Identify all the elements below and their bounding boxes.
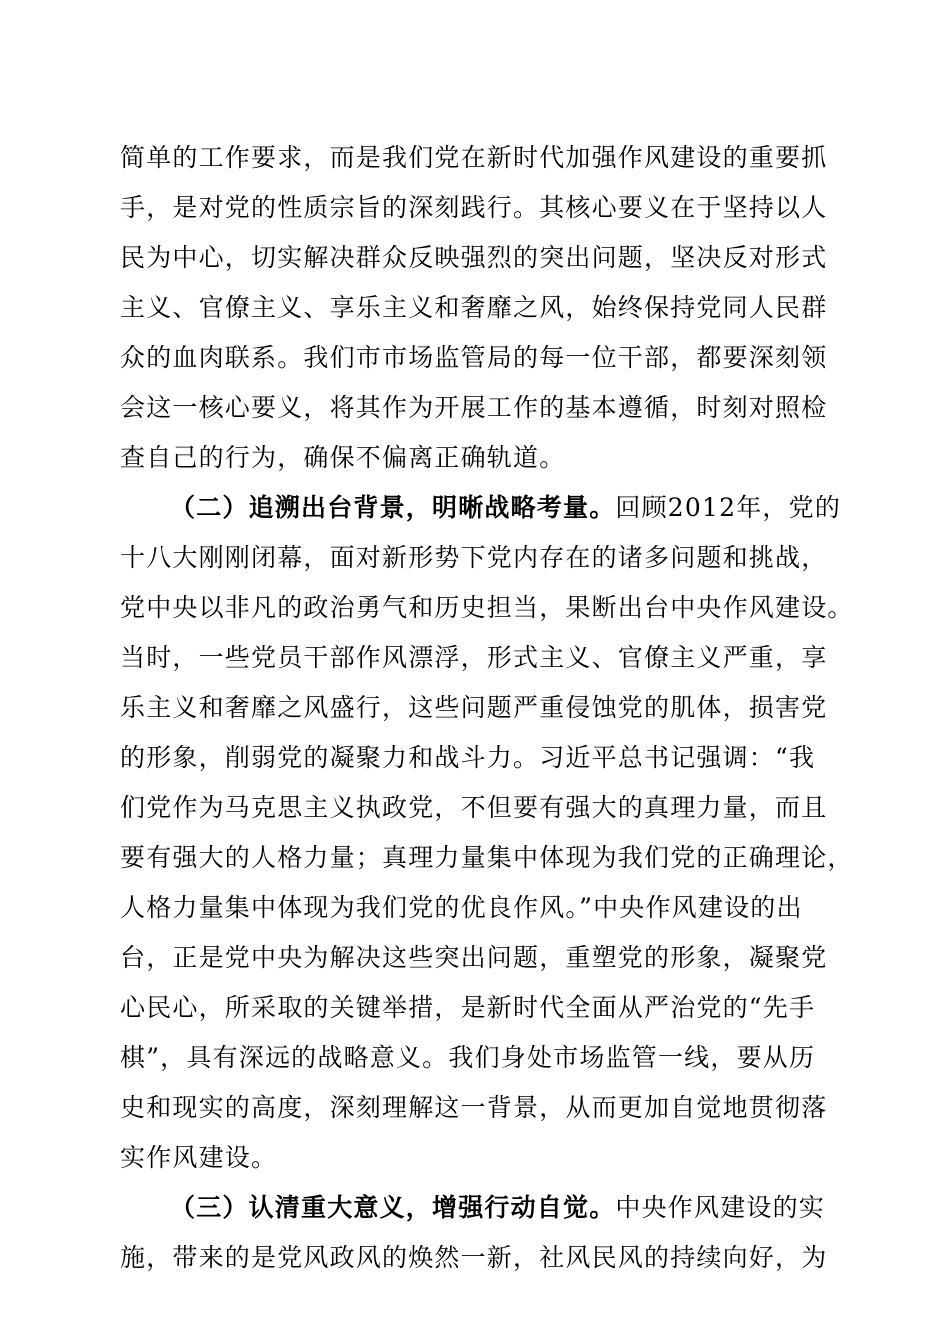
paragraph-first-line [170, 1188, 840, 1228]
text-line: 众的血肉联系。我们市市场监管局的每一位干部，都要深刻领 [120, 343, 828, 372]
text-line: 乐主义和奢靡之风盛行，这些问题严重侵蚀党的肌体，损害党 [120, 693, 828, 722]
text-line: 要有强大的人格力量；真理力量集中体现为我们党的正确理论， [120, 843, 854, 872]
text-line: 史和现实的高度，深刻理解这一背景，从而更加自觉地贯彻落 [120, 1093, 828, 1122]
text-run: 回顾2012年，党的 [615, 493, 842, 522]
text-line: 台，正是党中央为解决这些突出问题，重塑党的形象，凝聚党 [120, 943, 828, 972]
text-line: 简单的工作要求，而是我们党在新时代加强作风建设的重要抓 [120, 143, 828, 172]
text-line: 人格力量集中体现为我们党的优良作风。”中央作风建设的出 [120, 893, 803, 922]
text-line: 当时，一些党员干部作风漂浮，形式主义、官僚主义严重，享 [120, 643, 828, 672]
text-line: 施，带来的是党风政风的焕然一新，社风民风的持续向好，为 [120, 1243, 828, 1272]
text-line: 棋”，具有深远的战略意义。我们身处市场监管一线，要从历 [120, 1043, 816, 1072]
section-heading: （二）追溯出台背景，明晰战略考量。 [170, 493, 616, 522]
text-line: 们党作为马克思主义执政党，不但要有强大的真理力量，而且 [120, 793, 828, 822]
text-line: 的形象，削弱党的凝聚力和战斗力。习近平总书记强调：“我 [120, 743, 816, 772]
text-line: 实作风建设。 [120, 1143, 278, 1172]
section-heading: （三）认清重大意义，增强行动自觉。 [170, 1193, 616, 1222]
text-line: 心民心，所采取的关键举措，是新时代全面从严治党的“先手 [120, 993, 816, 1022]
text-line: 十八大刚刚闭幕，面对新形势下党内存在的诸多问题和挑战， [120, 543, 828, 572]
text-line: 主义、官僚主义、享乐主义和奢靡之风，始终保持党同人民群 [120, 293, 828, 322]
text-run: 中央作风建设的实 [615, 1193, 826, 1222]
paragraph-first-line [170, 488, 840, 528]
text-line: 会这一核心要义，将其作为开展工作的基本遵循，时刻对照检 [120, 393, 828, 422]
text-line: 民为中心，切实解决群众反映强烈的突出问题，坚决反对形式 [120, 243, 828, 272]
text-line: 查自己的行为，确保不偏离正确轨道。 [120, 443, 566, 472]
text-line: 党中央以非凡的政治勇气和历史担当，果断出台中央作风建设。 [120, 593, 854, 622]
text-line: 手，是对党的性质宗旨的深刻践行。其核心要义在于坚持以人 [120, 193, 828, 222]
